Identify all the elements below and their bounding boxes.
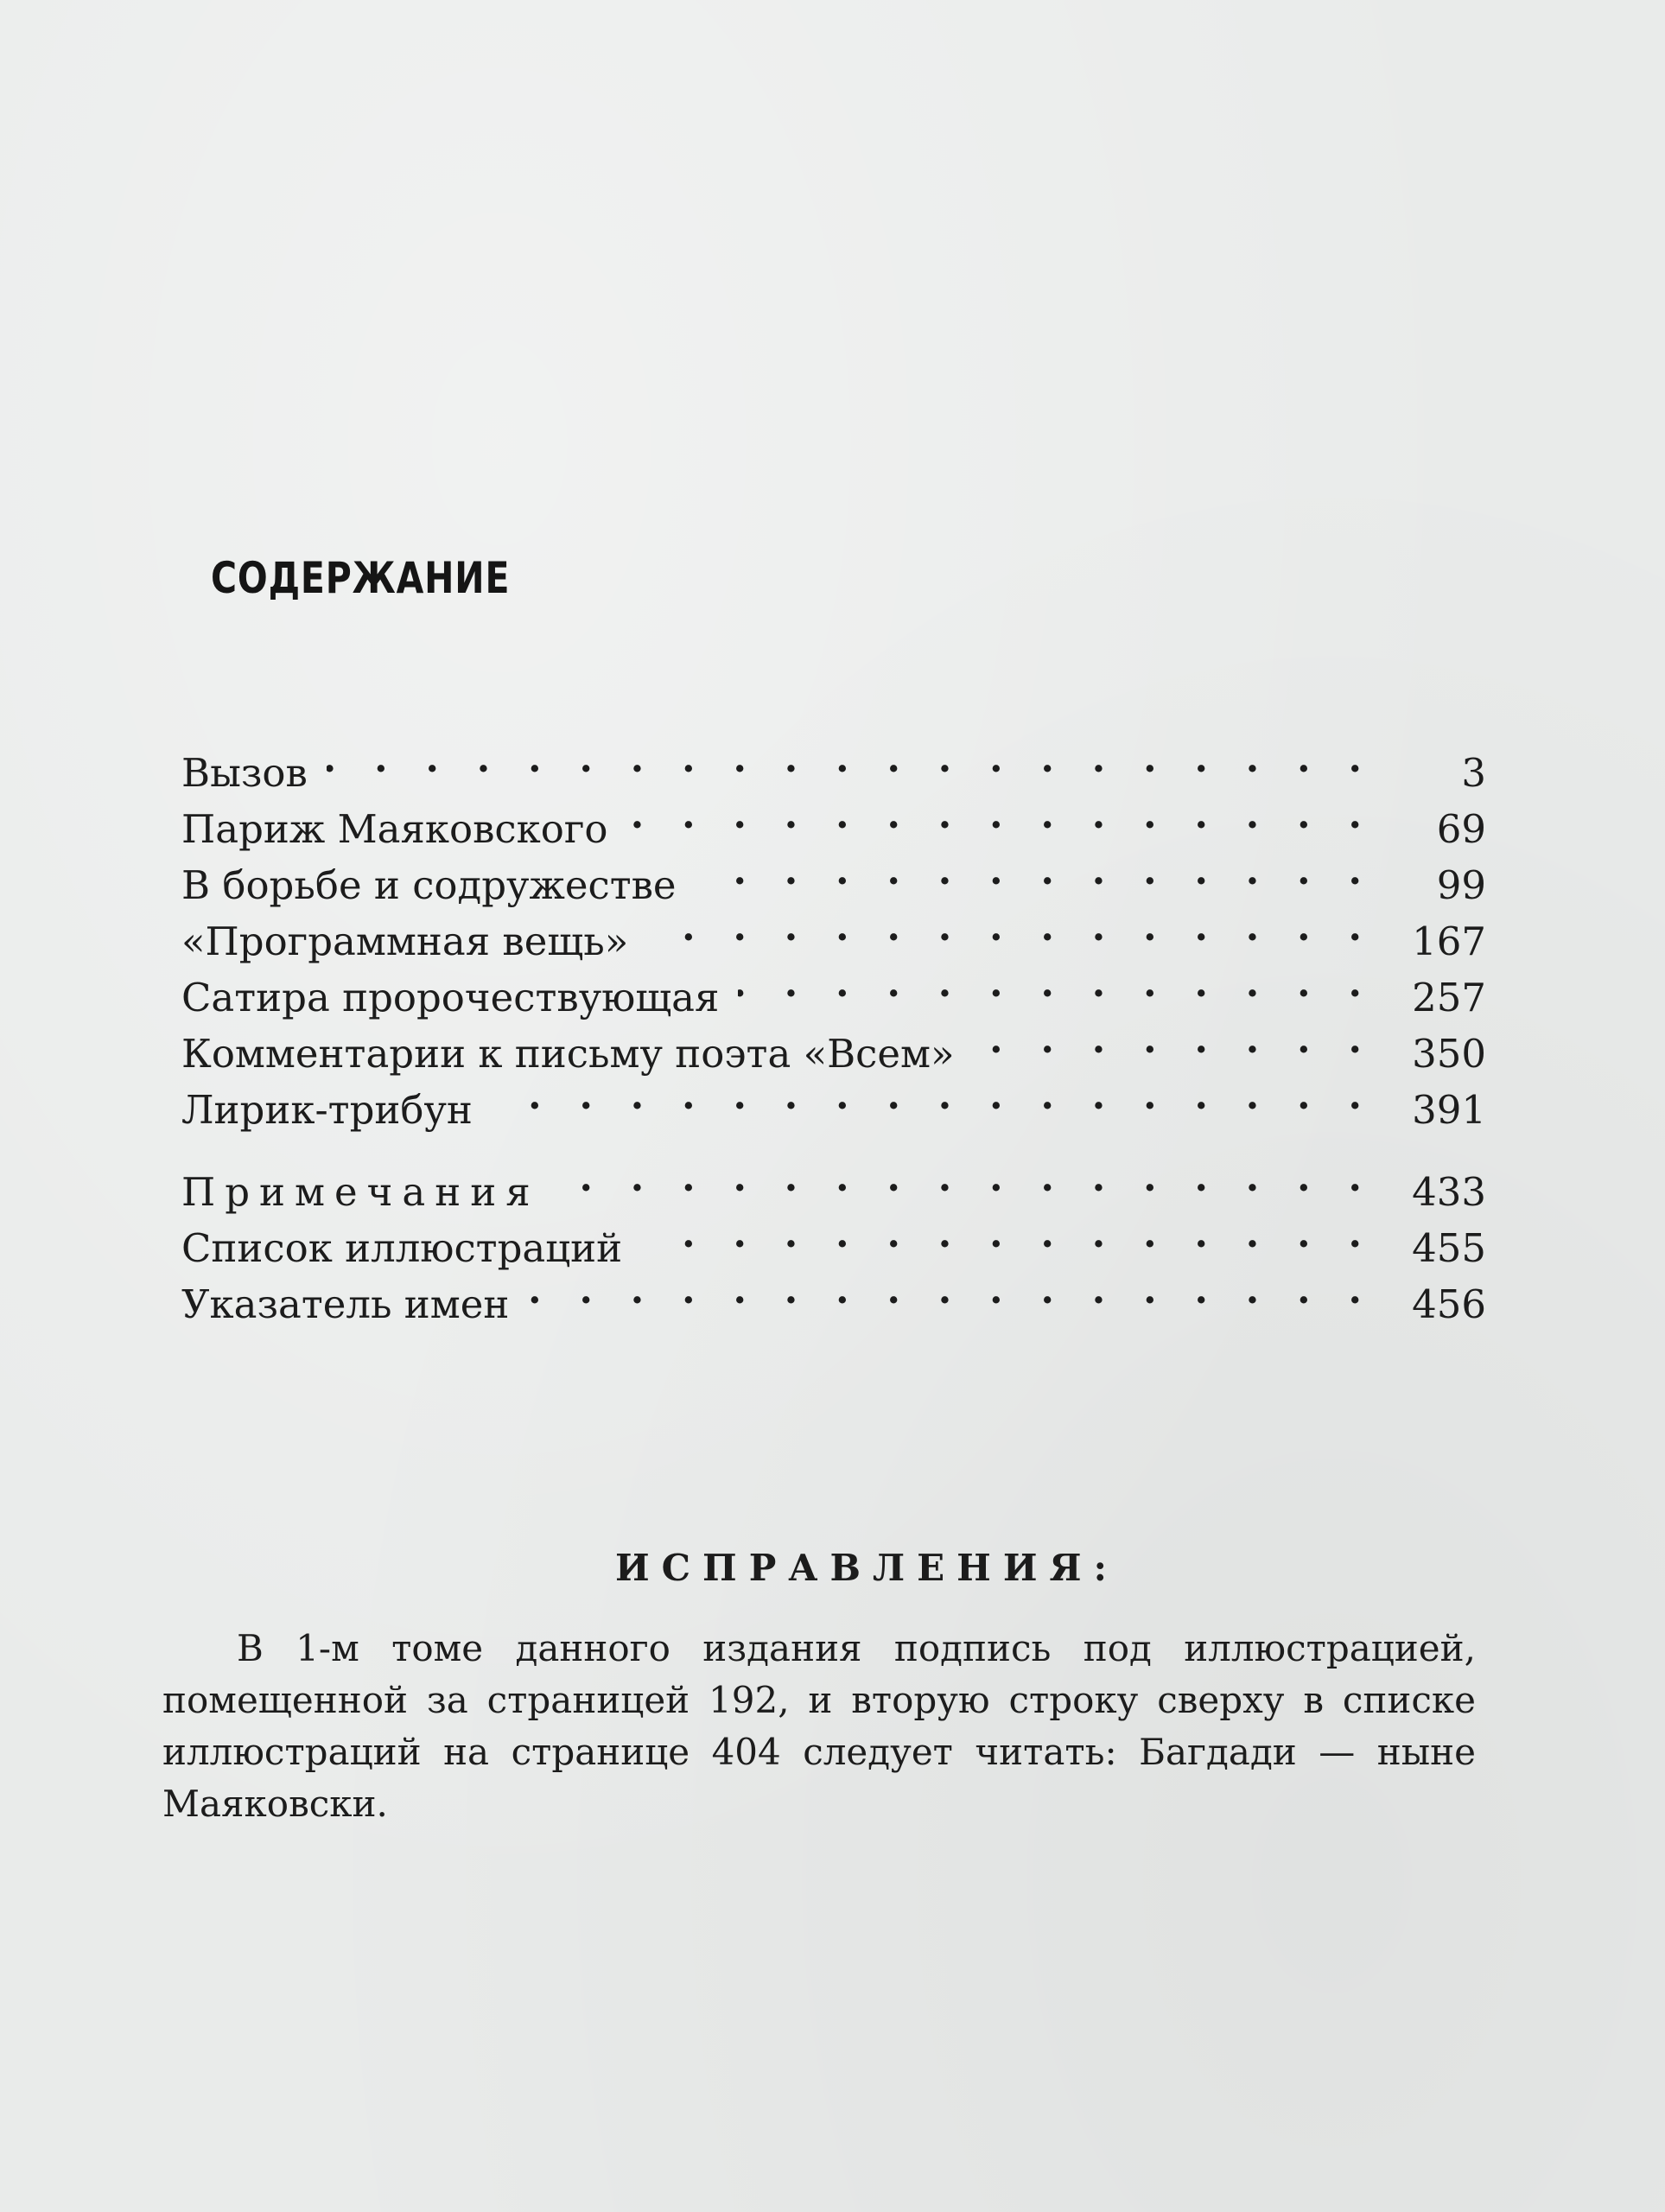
dot-leader (641, 1205, 1374, 1262)
toc-entry (181, 1205, 1486, 1271)
toc-entry (181, 1011, 1486, 1077)
dot-leader (327, 730, 1374, 786)
toc-entry (181, 1262, 1486, 1327)
dot-leader (738, 955, 1374, 1011)
dot-leader (696, 842, 1374, 899)
toc-entry-page: 69 (1436, 806, 1486, 852)
toc-entry-title: Указатель имен (181, 1281, 510, 1327)
toc-entry-page: 455 (1412, 1225, 1486, 1271)
toc-entry-title: Список иллюстраций (181, 1225, 623, 1271)
dot-leader (627, 786, 1374, 842)
toc-entry-title: Примечания (181, 1169, 540, 1215)
contents-heading: СОДЕРЖАНИЕ (211, 553, 511, 603)
toc-entry (181, 1149, 1486, 1215)
toc-entry-page: 433 (1412, 1169, 1486, 1215)
toc-entry-title: «Программная вещь» (181, 918, 629, 964)
toc-entry-title: Париж Маяковского (181, 806, 608, 852)
toc-entry-title: В борьбе и содружестве (181, 862, 677, 908)
dot-leader (647, 899, 1374, 955)
toc-entry-title: Комментарии к письму поэта «Всем» (181, 1031, 955, 1077)
toc-entry-page: 350 (1412, 1031, 1486, 1077)
toc-entry-title: Сатира пророчествующая (181, 975, 720, 1020)
toc-entry-page: 167 (1412, 918, 1486, 964)
errata-paragraph: В 1-м томе данного издания подпись под иллюстрацией, помещенной за страницей 192, и вторую строку сверху в списке иллюстраций на странице 404 следует читать: Багдади — ныне Маяковски. (162, 1627, 1476, 1825)
toc-entry (181, 786, 1486, 852)
table-of-contents (181, 730, 1486, 1327)
dot-leader (974, 1011, 1374, 1067)
toc-entry (181, 842, 1486, 908)
toc-entry (181, 899, 1486, 964)
toc-entry-page: 257 (1412, 975, 1486, 1020)
toc-entry-title: Лирик-трибун (181, 1087, 473, 1133)
dot-leader (528, 1262, 1374, 1318)
toc-entry (181, 955, 1486, 1020)
toc-entry-page: 391 (1412, 1087, 1486, 1133)
toc-entry-page: 3 (1461, 750, 1486, 796)
toc-entry (181, 1067, 1486, 1133)
toc-entry-title: Вызов (181, 750, 308, 796)
toc-entry (181, 730, 1486, 796)
dot-leader (559, 1149, 1374, 1205)
dot-leader (492, 1067, 1374, 1123)
toc-entry-page: 456 (1412, 1281, 1486, 1327)
errata-heading: ИСПРАВЛЕНИЯ: (614, 1547, 1120, 1589)
toc-entry-page: 99 (1436, 862, 1486, 908)
